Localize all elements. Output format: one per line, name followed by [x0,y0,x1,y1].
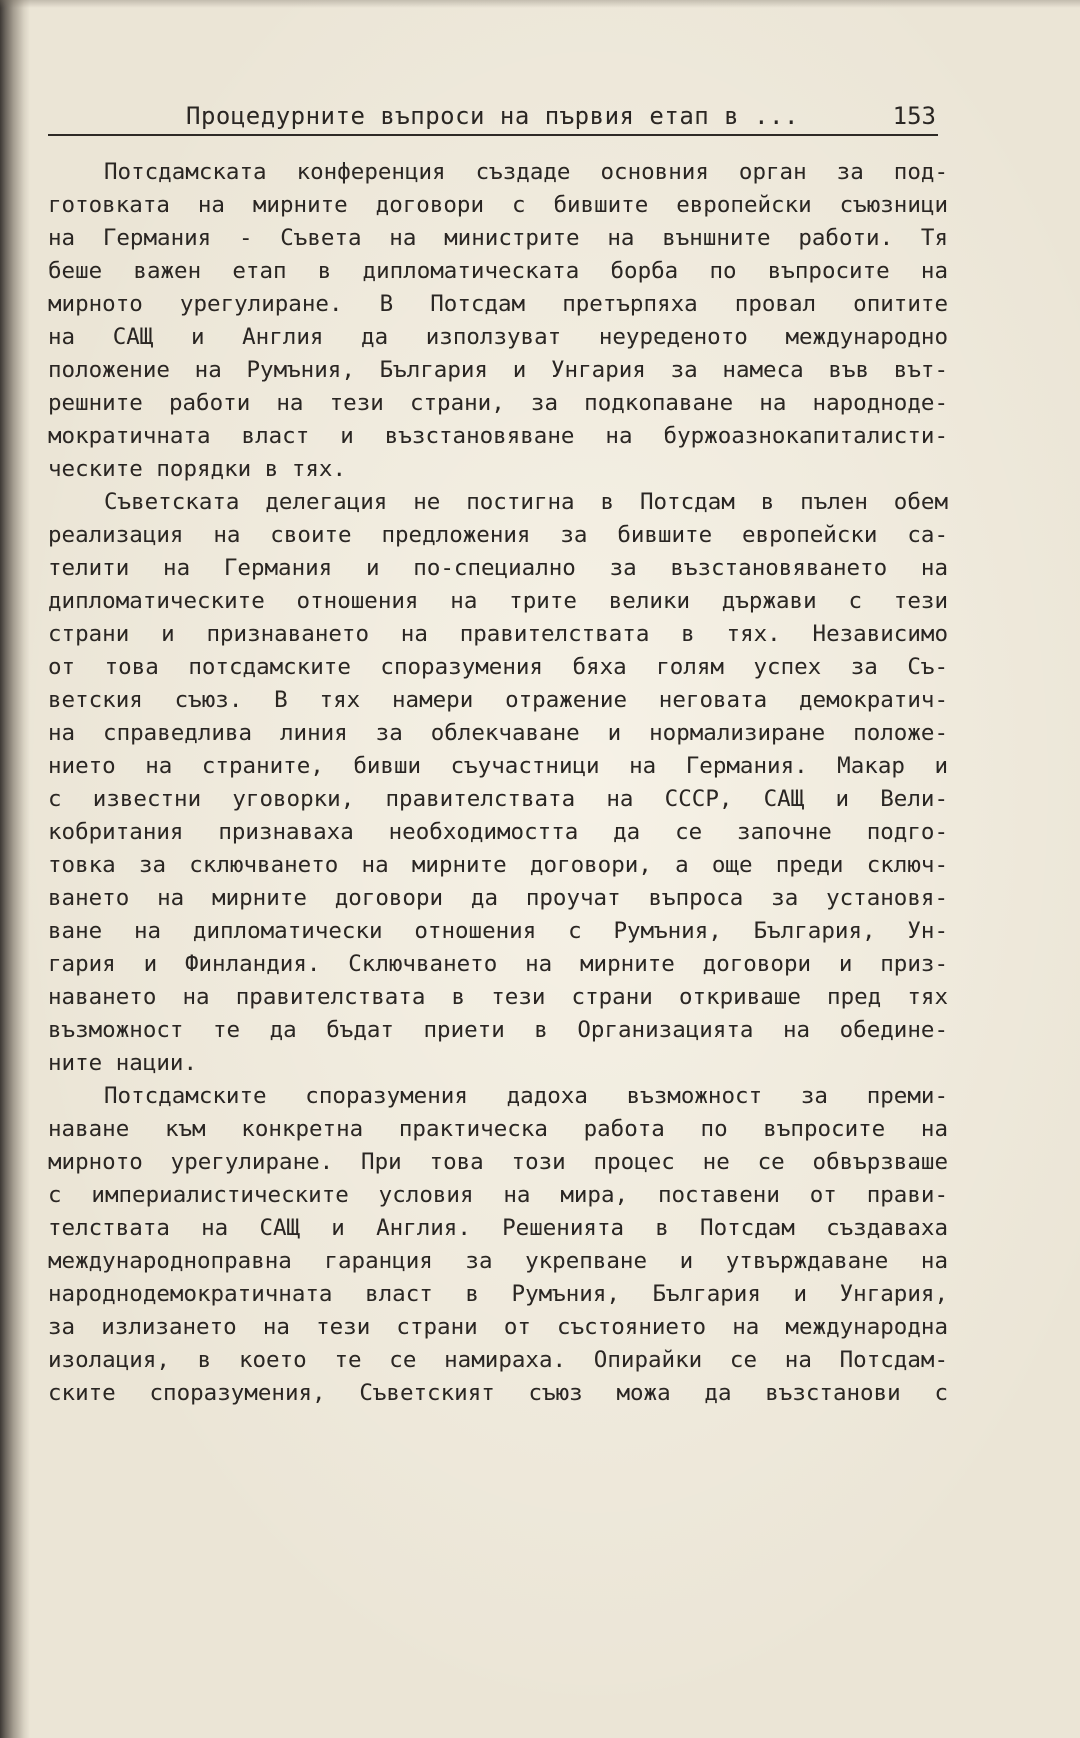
text-line: Потсдамските споразумения дадоха възможност за преми- [104,1083,948,1109]
text-line: на САЩ и Англия да използуват неуреденото международно [48,324,948,350]
text-line: наване към конкретна практическа работа по въпросите на [48,1116,948,1142]
text-line: от това потсдамските споразумения бяха голям успех за Съ- [48,654,948,680]
text-line: Съветската делегация не постигна в Потсдам в пълен обем [104,489,948,515]
page-number: 153 [892,102,936,130]
text-line: решните работи на тези страни, за подкопаване на народноде- [48,390,948,416]
text-line: ските споразумения, Съветският съюз можа да възстанови с [48,1380,948,1406]
text-line: възможност те да бъдат приети в Организацията на обедине- [48,1017,948,1043]
text-line: народнодемократичната власт в Румъния, България и Унгария, [48,1281,948,1307]
page-top-edge [0,0,1080,8]
running-header [48,100,938,136]
text-line: международноправна гаранция за укрепване и утвърждаване на [48,1248,948,1274]
text-line: телити на Германия и по-специално за възстановяването на [48,555,948,581]
text-line: кобритания признаваха необходимостта да се започне подго- [48,819,948,845]
text-line: мократичната власт и възстановяване на буржоазнокапиталисти- [48,423,948,449]
text-line: реализация на своите предложения за бившите европейски са- [48,522,948,548]
text-line: изолация, в което те се намираха. Опирайки се на Потсдам- [48,1347,948,1373]
text-line: за излизането на тези страни от състоянието на международна [48,1314,948,1340]
text-line: положение на Румъния, България и Унгария за намеса във вът- [48,357,948,383]
text-line: мирното урегулиране. В Потсдам претърпяха провал опитите [48,291,948,317]
text-line: с империалистическите условия на мира, поставени от прави- [48,1182,948,1208]
text-line: телствата на САЩ и Англия. Решенията в Потсдам създаваха [48,1215,948,1241]
text-line: готовката на мирните договори с бившите европейски съюзници [48,192,948,218]
running-title: Процедурните въпроси на първия етап в ... [186,102,799,130]
text-line: на справедлива линия за облекчаване и нормализиране положе- [48,720,948,746]
text-line: товка за сключването на мирните договори, а още преди сключ- [48,852,948,878]
text-line: ветския съюз. В тях намери отражение неговата демократич- [48,687,948,713]
text-line: ването на мирните договори да проучат въпроса за установя- [48,885,948,911]
paragraph [48,156,948,486]
text-line: мирното урегулиране. При това този процес не се обвързваше [48,1149,948,1175]
text-line: наването на правителствата в тези страни откриваше пред тях [48,984,948,1010]
text-line: Потсдамската конференция създаде основния орган за под- [104,159,948,185]
text-line: ческите порядки в тях. [48,456,347,482]
paragraph [48,1080,948,1410]
paragraph [48,486,948,1080]
text-line: беше важен етап в дипломатическата борба по въпросите на [48,258,948,284]
text-line: страни и признаването на правителствата в тях. Независимо [48,621,948,647]
body-text [48,156,948,1410]
text-line: на Германия - Съвета на министрите на външните работи. Тя [48,225,948,251]
text-line: нието на страните, бивши съучастници на Германия. Макар и [48,753,948,779]
book-binding-shadow [0,0,30,1738]
text-line: ване на дипломатически отношения с Румъния, България, Ун- [48,918,948,944]
text-line: ните нации. [48,1050,198,1076]
text-line: с известни уговорки, правителствата на СССР, САЩ и Вели- [48,786,948,812]
text-line: дипломатическите отношения на трите велики държави с тези [48,588,948,614]
text-line: гария и Финландия. Сключването на мирните договори и приз- [48,951,948,977]
